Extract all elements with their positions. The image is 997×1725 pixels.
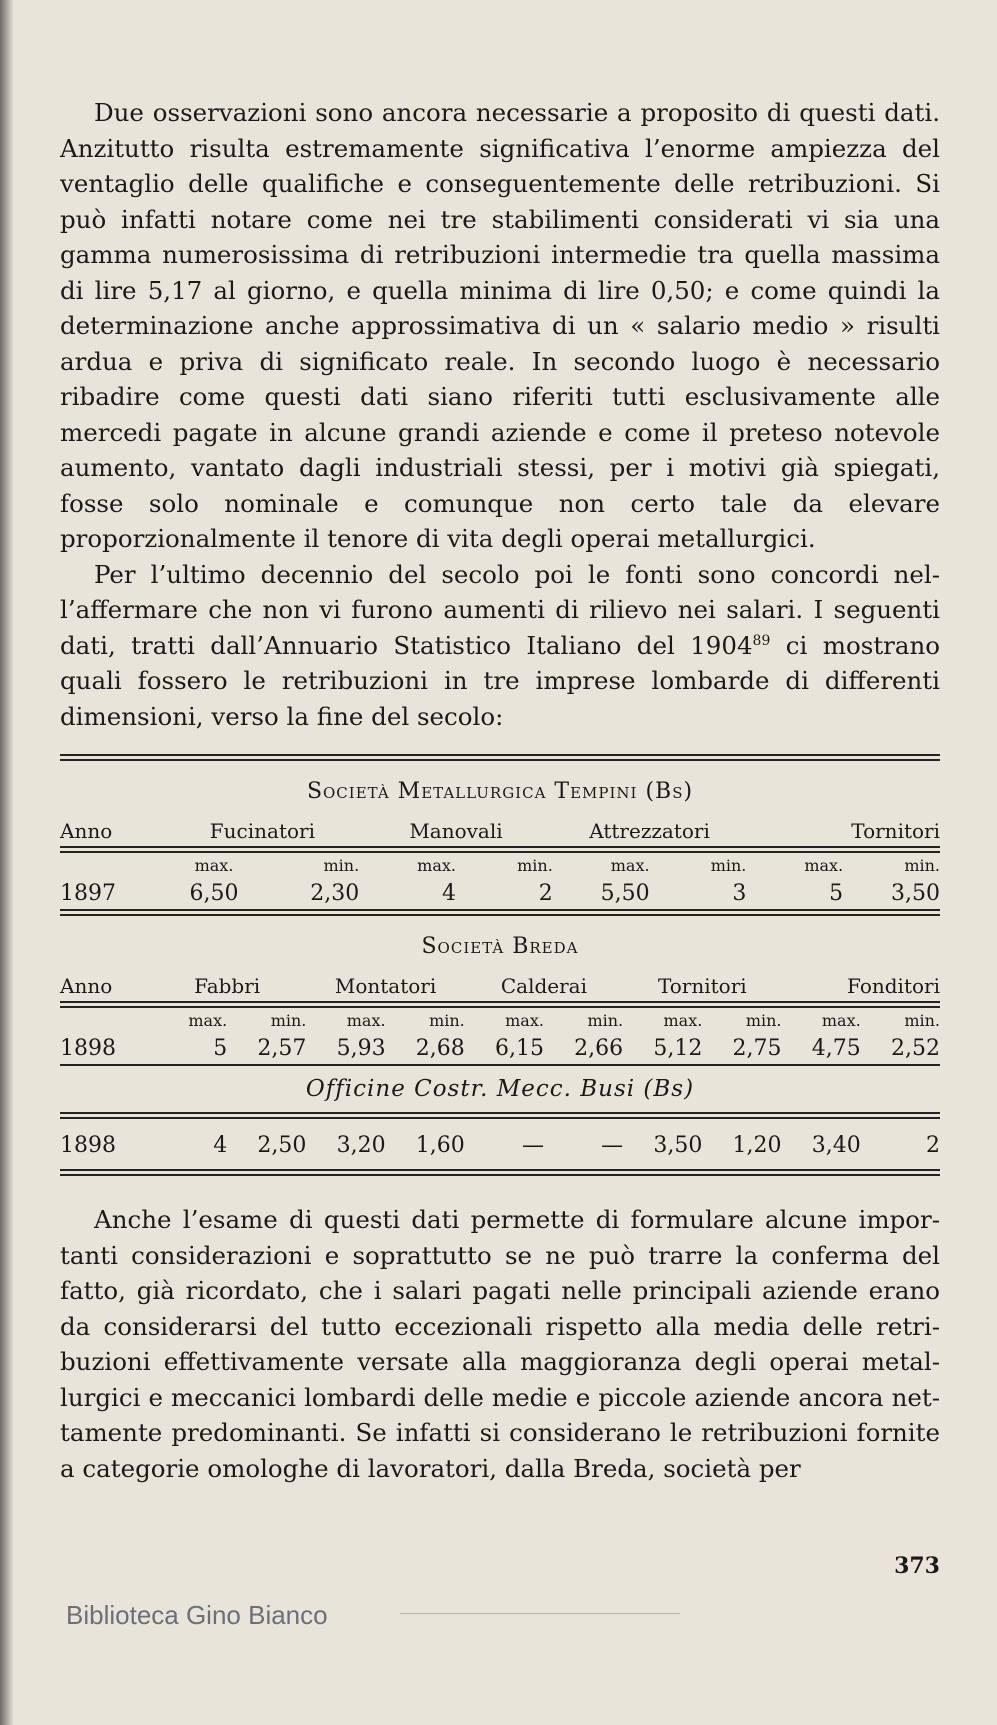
table2-col-fonditori: Fonditori bbox=[847, 974, 940, 998]
table-top-rule bbox=[60, 754, 940, 756]
table2-max-label: max. bbox=[821, 1011, 861, 1030]
page-edge-shadow bbox=[0, 0, 14, 1725]
table2-col-anno: Anno bbox=[60, 974, 113, 998]
table1-max-label: max. bbox=[417, 856, 456, 875]
table2 bbox=[60, 971, 940, 1064]
table1-max-label: max. bbox=[610, 856, 650, 875]
table1-subheader-row bbox=[60, 853, 940, 878]
table3-cell: 3,50 bbox=[653, 1133, 703, 1158]
wage-tables bbox=[60, 754, 940, 1176]
table1-max-label: max. bbox=[804, 856, 844, 875]
page-number: 373 bbox=[894, 1553, 940, 1579]
table2-cell: 2,68 bbox=[415, 1036, 465, 1061]
table1-min-label: min. bbox=[710, 856, 747, 875]
table3-cell: 2 bbox=[926, 1133, 940, 1158]
library-watermark: Biblioteca Gino Bianco bbox=[66, 1600, 328, 1630]
paragraph-3: Anche l’esame di questi dati permette di formulare alcune importanti considerazioni e soprattutto se ne può trarre la conferma del fatto, già ricordato, che i salari pagati nelle principali aziende erano da considerarsi del tutto eccezionali rispetto alla media delle retribuzioni effettivamente versate alla maggioranza degli operai metallurgici e meccanici lombardi delle medie e piccole aziende ancora nettamente predominanti. Se infatti si considerano le retribuzioni fornite a categorie omologhe di lavoratori, dalla Breda, società per bbox=[60, 1205, 940, 1483]
table1-cell: 3 bbox=[732, 881, 747, 906]
table2-header-row bbox=[60, 971, 940, 1001]
paragraph-2-text-a: Per l’ultimo decennio del secolo poi le fonti sono concordi nell’affermare che non vi furono aumenti di rilievo nei salari. I seguenti dati, tratti dall’Annuario Statistico Italiano del 1904 bbox=[60, 559, 940, 660]
table1-col-anno: Anno bbox=[60, 819, 113, 843]
table1-col-attrezzatori: Attrezzatori bbox=[589, 819, 710, 843]
table3-cell: 1,60 bbox=[415, 1133, 465, 1158]
table1-anno: 1897 bbox=[60, 881, 116, 906]
table1-max-label: max. bbox=[194, 856, 234, 875]
table3-row-1898 bbox=[60, 1119, 940, 1161]
table1-min-label: min. bbox=[517, 856, 553, 875]
table2-cell: 5,12 bbox=[653, 1036, 703, 1061]
paragraph-2-text-b: ci mostrano quali fossero le retribuzioni in tre imprese lombarde di differenti dimensioni, verso la fine del secolo: bbox=[60, 630, 941, 731]
table2-min-label: min. bbox=[745, 1011, 782, 1030]
table3-cell: 1,20 bbox=[732, 1133, 782, 1158]
footnote-ref-89: 89 bbox=[752, 632, 771, 649]
table2-col-fabbri: Fabbri bbox=[194, 974, 261, 998]
table3-cell: 3,40 bbox=[811, 1133, 861, 1158]
table1 bbox=[60, 816, 940, 909]
table1-cell: 2 bbox=[538, 881, 553, 906]
table3-cell: — bbox=[601, 1133, 624, 1158]
table2-anno: 1898 bbox=[60, 1036, 116, 1061]
table2-max-label: max. bbox=[346, 1011, 386, 1030]
table1-cell: 6,50 bbox=[189, 881, 239, 906]
table1-cell: 5 bbox=[829, 881, 844, 906]
table2-cell: 5,93 bbox=[336, 1036, 386, 1061]
table2-max-label: max. bbox=[188, 1011, 228, 1030]
table3-anno: 1898 bbox=[60, 1133, 116, 1158]
table1-row-1897 bbox=[60, 878, 940, 909]
table2-min-label: min. bbox=[429, 1011, 465, 1030]
table2-col-calderai: Calderai bbox=[500, 974, 588, 998]
table2-min-label: min. bbox=[270, 1011, 307, 1030]
table1-header-row bbox=[60, 816, 940, 846]
table2-title: Società Breda bbox=[421, 934, 579, 959]
table2-max-label: max. bbox=[663, 1011, 703, 1030]
table2-cell: 6,15 bbox=[494, 1036, 544, 1061]
paragraph-1: Due osservazioni sono ancora necessarie a proposito di questi dati. Anzitutto risulta estremamente significativa l’enorme ampiezza del ventaglio delle qualifiche e conseguentemente delle retribuzioni. Si può infatti notare come nei tre stabilimenti considerati vi sia una gamma numerosissima di retribuzioni intermedie tra quella massima di lire 5,17 al giorno, e quella minima di lire 0,50; e come quindi la determinazione anche approssimativa di un « salario medio » risulti ardua e priva di significato reale. In secondo luogo è necessario ribadire come questi dati siano riferiti tutti esclusivamente alle mercedi pagate in alcune grandi aziende e come il preteso notevole aumento, vantato dagli industriali stessi, per i motivi già spiegati, fosse solo nominale e comunque non certo tale da elevare proporzionalmente il tenore di vita degli operai metallurgici. bbox=[60, 98, 940, 553]
table2-row-1898 bbox=[60, 1033, 940, 1064]
table3-cell: — bbox=[521, 1133, 544, 1158]
page-body bbox=[60, 95, 940, 1486]
table2-min-label: min. bbox=[587, 1011, 624, 1030]
table3-cell: 2,50 bbox=[257, 1133, 307, 1158]
table1-col-fucinatori: Fucinatori bbox=[209, 819, 315, 843]
table3-title: Officine Costr. Mecc. Busi (Bs) bbox=[305, 1076, 695, 1102]
table3-cell: 4 bbox=[213, 1133, 228, 1158]
table1-col-tornitori: Tornitori bbox=[851, 819, 940, 843]
watermark-underline bbox=[400, 1613, 680, 1614]
table2-cell: 2,66 bbox=[574, 1036, 624, 1061]
table2-max-label: max. bbox=[505, 1011, 544, 1030]
table1-cell: 4 bbox=[441, 881, 456, 906]
table2-subheader-row bbox=[60, 1008, 940, 1033]
table2-col-tornitori: Tornitori bbox=[657, 974, 747, 998]
table3-cell: 3,20 bbox=[336, 1133, 386, 1158]
table2-col-montatori: Montatori bbox=[334, 974, 437, 998]
table2-cell: 2,57 bbox=[257, 1036, 307, 1061]
table1-cell: 5,50 bbox=[600, 881, 650, 906]
table2-cell: 5 bbox=[213, 1036, 228, 1061]
paragraph-2 bbox=[60, 557, 940, 735]
table2-cell: 4,75 bbox=[811, 1036, 861, 1061]
table1-title: Società Metallurgica Tempini (Bs) bbox=[306, 779, 694, 804]
table3 bbox=[60, 1119, 940, 1161]
table2-cell: 2,75 bbox=[732, 1036, 782, 1061]
table1-cell: 3,50 bbox=[891, 881, 940, 906]
table1-col-manovali: Manovali bbox=[409, 819, 503, 843]
table2-cell: 2,52 bbox=[891, 1036, 940, 1061]
table2-min-label: min. bbox=[904, 1011, 940, 1030]
table1-min-label: min. bbox=[323, 856, 360, 875]
table1-cell: 2,30 bbox=[310, 881, 360, 906]
table1-min-label: min. bbox=[904, 856, 940, 875]
